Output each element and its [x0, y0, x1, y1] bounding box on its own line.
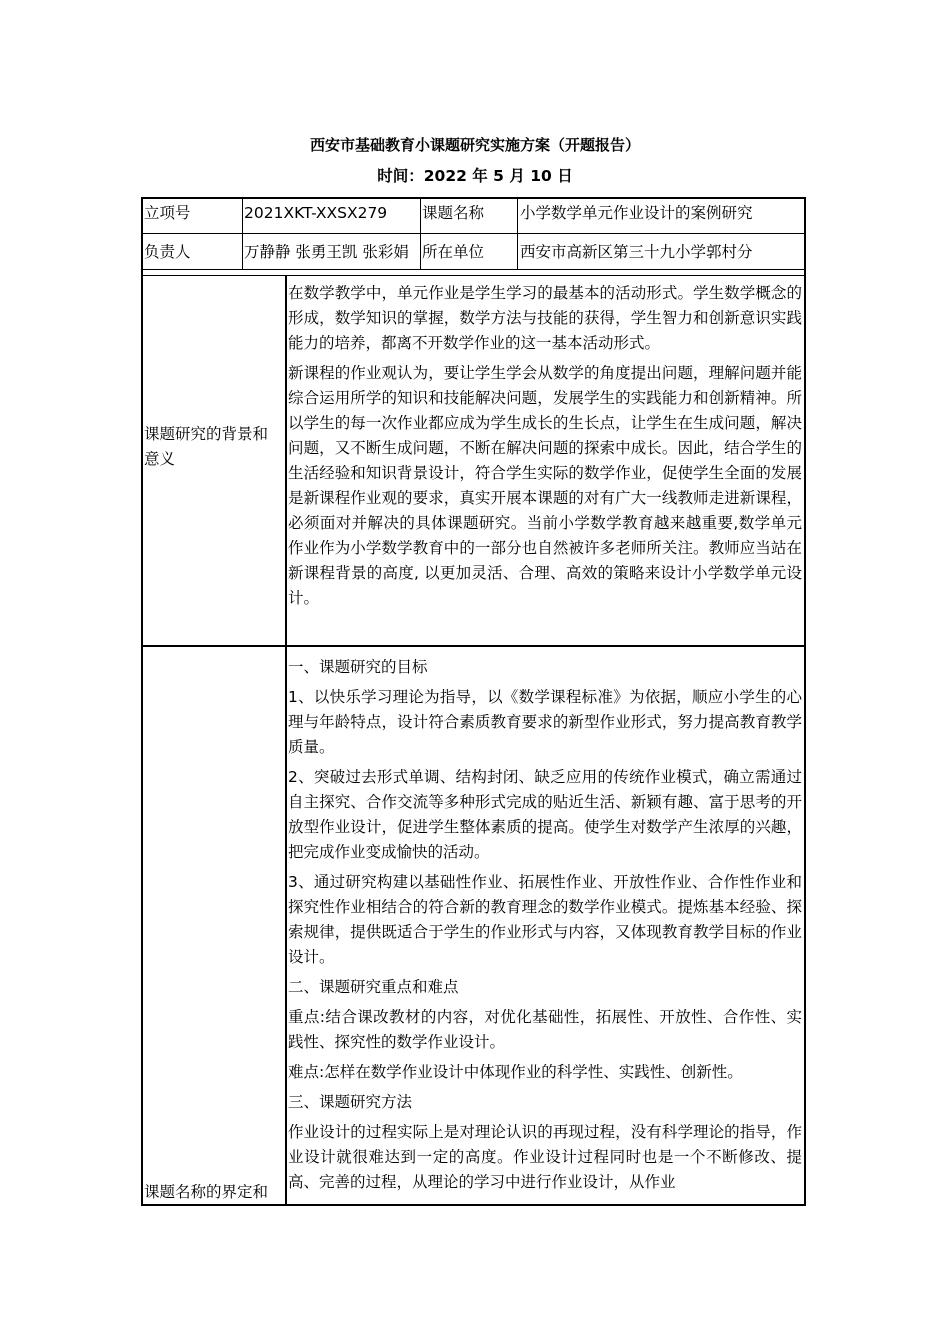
project-no-value: 2021XKT-XXSX279	[244, 204, 388, 222]
table-border	[142, 645, 806, 647]
table-border	[141, 197, 143, 1206]
unit-label: 所在单位	[422, 243, 485, 261]
definition-label: 课题名称的界定和	[144, 1183, 269, 1201]
definition-paragraph: 重点:结合课改教材的内容，对优化基础性，拓展性、开放性、合作性、实践性、探究性的数学作业设计。	[288, 1008, 802, 1051]
document-title: 西安市基础教育小课题研究实施方案（开题报告）	[309, 136, 640, 154]
section-heading: 三、课题研究方法	[288, 1093, 413, 1111]
definition-paragraph: 作业设计的过程实际上是对理论认识的再现过程，没有科学理论的指导，作业设计就很难达到一定的高度。作业设计过程同时也是一个不断修改、提高、完善的过程，从理论的学习中进行作业设计，从作业	[288, 1123, 802, 1191]
background-label: 课题研究的背景和意义	[144, 425, 269, 468]
leader-value: 万静静 张勇王凯 张彩娟	[244, 243, 409, 261]
leader-label: 负责人	[144, 243, 191, 261]
document-date: 时间：2022 年 5 月 10 日	[377, 167, 573, 185]
section-heading: 二、课题研究重点和难点	[288, 978, 459, 996]
table-border	[517, 197, 518, 270]
table-border	[420, 197, 421, 270]
table-border	[142, 275, 806, 276]
background-paragraph: 在数学教学中，单元作业是学生学习的最基本的活动形式。学生数学概念的形成，数学知识的掌握，数学方法与技能的获得，学生智力和创新意识实践能力的培养，都离不开数学作业的这一基本活动形式。	[288, 284, 802, 352]
definition-paragraph: 1、以快乐学习理论为指导，以《数学课程标准》为依据，顺应小学生的心理与年龄特点，设计符合素质教育要求的新型作业形式，努力提高教育教学质量。	[288, 688, 802, 756]
definition-content	[288, 655, 802, 1203]
topic-label: 课题名称	[422, 204, 485, 222]
definition-paragraph: 难点:怎样在数学作业设计中体现作业的科学性、实践性、创新性。	[288, 1063, 743, 1081]
table-border	[242, 197, 243, 270]
unit-value: 西安市高新区第三十九小学郭村分	[520, 243, 753, 261]
definition-paragraph: 2、突破过去形式单调、结构封闭、缺乏应用的传统作业模式，确立需通过自主探究、合作交流等多种形式完成的贴近生活、新颖有趣、富于思考的开放型作业设计，促进学生整体素质的提高。使学生对数学产生浓厚的兴趣，把完成作业变成愉快的活动。	[288, 768, 802, 861]
section-heading: 一、课题研究的目标	[288, 658, 428, 676]
background-paragraph: 新课程的作业观认为，要让学生学会从数学的角度提出问题，理解问题并能综合运用所学的知识和技能解决问题，发展学生的实践能力和创新精神。所以学生的每一次作业都应成为学生成长的生长点，让学生在生成问题，解决问题，又不断生成问题，不断在解决问题的探索中成长。因此，结合学生的生活经验和知识背景设计，符合学生实际的数学作业，促使学生全面的发展是新课程作业观的要求，真实开展本课题的对有广大一线教师走进新课程，必须面对并解决的具体课题研究。当前小学数学教育越来越重要,数学单元作业作为小学数学教育中的一部分也自然被许多老师所关注。教师应当站在新课程背景的高度, 以更加灵活、合理、高效的策略来设计小学数学单元设计。	[288, 364, 802, 607]
background-content	[288, 281, 802, 643]
definition-paragraph: 3、通过研究构建以基础性作业、拓展性作业、开放性作业、合作性作业和探究性作业相结合的符合新的教育理念的数学作业模式。提炼基本经验、探索规律，提供既适合于学生的作业形式与内容，又体现教育教学目标的作业设计。	[288, 873, 802, 966]
project-no-label: 立项号	[144, 204, 191, 222]
topic-value: 小学数学单元作业设计的案例研究	[520, 204, 753, 222]
table-border	[804, 197, 806, 1206]
table-border	[285, 275, 287, 1206]
